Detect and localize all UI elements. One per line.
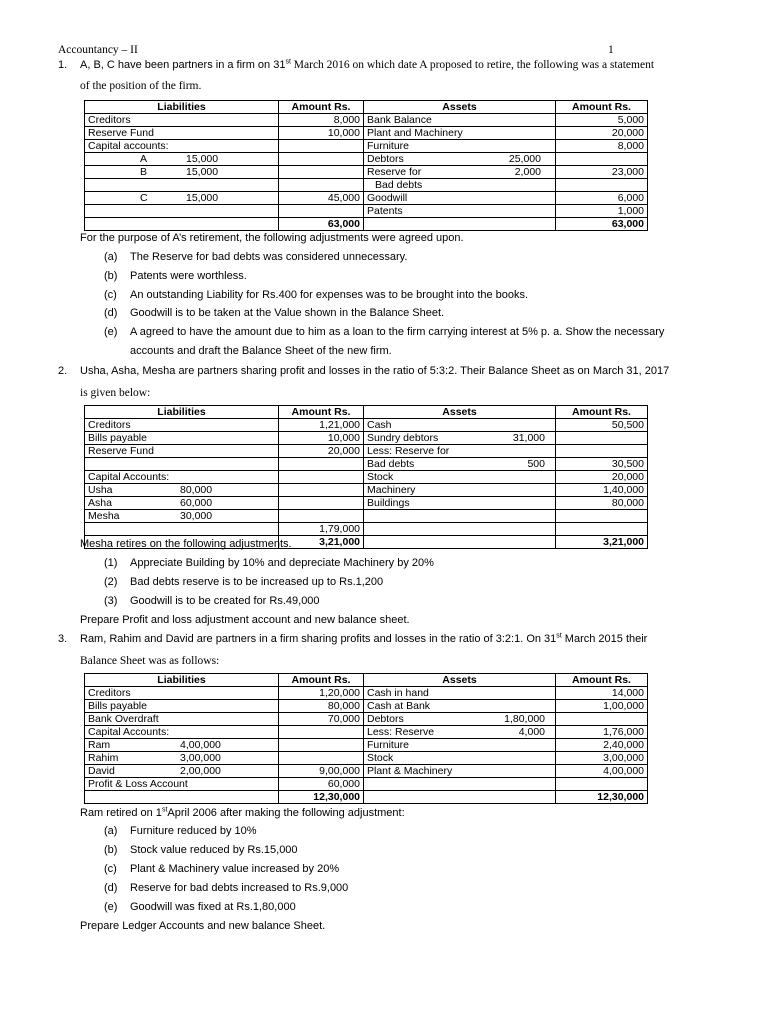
q3-adjustments-intro: Ram retired on 1stApril 2006 after making the following adjustment:	[80, 806, 405, 819]
table-row	[85, 713, 648, 726]
col-header-amount: Amount Rs.	[556, 406, 648, 419]
liability-name: David	[88, 765, 115, 777]
asset-cell	[364, 458, 556, 471]
asset-sub-amount: 2,000	[514, 166, 541, 178]
asset-amount: 1,00,000	[556, 700, 648, 713]
liability-amount	[279, 179, 364, 192]
q1-number: 1.	[58, 59, 68, 71]
liability-name: Reserve Fund	[88, 445, 154, 457]
asset-amount: 6,000	[556, 192, 648, 205]
table-row	[85, 192, 648, 205]
q1-adjustment-item: (e) A agreed to have the amount due to him as a loan to the firm carrying interest at 5% p. a. Show the necessary	[104, 326, 665, 338]
q2-adjustment-item: (1) Appreciate Building by 10% and depreciate Machinery by 20%	[104, 557, 434, 569]
asset-name: Less: Reserve for	[367, 445, 450, 457]
liability-cell	[85, 523, 279, 536]
liability-amount: 1,21,000	[279, 419, 364, 432]
liability-cell	[85, 432, 279, 445]
partner-capital-amount: 30,000	[180, 510, 213, 522]
asset-amount	[556, 523, 648, 536]
liability-name: Mesha	[88, 510, 120, 522]
asset-name: Patents	[367, 205, 403, 217]
liability-cell	[85, 127, 279, 140]
asset-name: Plant and Machinery	[367, 127, 463, 139]
asset-name: Cash in hand	[367, 687, 429, 699]
liability-cell	[85, 510, 279, 523]
liability-name: Rahim	[88, 752, 119, 764]
q1-adjustment-item: (a) The Reserve for bad debts was considered unnecessary.	[104, 251, 408, 263]
asset-sub-amount: 500	[527, 458, 545, 470]
q1-adjustment-item-cont: accounts and draft the Balance Sheet of the new firm.	[130, 345, 392, 357]
liability-amount	[279, 471, 364, 484]
asset-cell	[364, 166, 556, 179]
col-header-assets: Assets	[364, 406, 556, 419]
liability-name: Profit & Loss Account	[88, 778, 188, 790]
total-liabilities: 63,000	[279, 218, 364, 231]
table-row	[85, 752, 648, 765]
q2-intro-line-1: Usha, Asha, Mesha are partners sharing profit and losses in the ratio of 5:3:2. Their Balance Sheet as on March 31, 2017	[80, 365, 670, 377]
asset-name: Reserve for	[367, 166, 422, 178]
liability-cell	[85, 205, 279, 218]
asset-amount: 50,500	[556, 419, 648, 432]
q3-intro-line-2: Balance Sheet was as follows:	[80, 655, 220, 667]
liability-cell	[85, 739, 279, 752]
liability-amount: 1,79,000	[279, 523, 364, 536]
liability-name: Asha	[88, 497, 112, 509]
table-header-row	[85, 406, 648, 419]
asset-cell	[364, 179, 556, 192]
asset-name: Plant & Machinery	[367, 765, 453, 777]
table-row	[85, 739, 648, 752]
asset-amount: 23,000	[556, 166, 648, 179]
asset-cell	[364, 497, 556, 510]
q3-balance-sheet-table	[84, 673, 648, 804]
liability-cell	[85, 114, 279, 127]
q2-adjustment-item: (2) Bad debts reserve is to be increased up to Rs.1,200	[104, 576, 384, 588]
col-header-amount: Amount Rs.	[279, 406, 364, 419]
table-row	[85, 458, 648, 471]
liability-amount	[279, 140, 364, 153]
col-header-amount: Amount Rs.	[279, 101, 364, 114]
total-row-blank	[85, 218, 279, 231]
asset-name: Debtors	[367, 153, 404, 165]
liability-name: Capital Accounts:	[88, 471, 170, 483]
asset-name: Bank Balance	[367, 114, 432, 126]
liability-amount	[279, 726, 364, 739]
asset-cell	[364, 205, 556, 218]
table-row	[85, 497, 648, 510]
liability-amount: 1,20,000	[279, 687, 364, 700]
col-header-amount: Amount Rs.	[556, 101, 648, 114]
table-row	[85, 140, 648, 153]
liability-cell	[85, 458, 279, 471]
total-liabilities: 12,30,000	[279, 791, 364, 804]
asset-amount	[556, 445, 648, 458]
table-row	[85, 114, 648, 127]
asset-cell	[364, 739, 556, 752]
asset-amount: 14,000	[556, 687, 648, 700]
liability-cell	[85, 166, 279, 179]
liability-name: Bills payable	[88, 700, 147, 712]
asset-cell	[364, 713, 556, 726]
liability-name: Creditors	[88, 419, 131, 431]
asset-sub-amount: 31,000	[512, 432, 545, 444]
asset-amount	[556, 432, 648, 445]
asset-name: Stock	[367, 471, 394, 483]
asset-name: Furniture	[367, 739, 410, 751]
liability-cell	[85, 445, 279, 458]
liability-cell	[85, 419, 279, 432]
total-assets: 3,21,000	[556, 536, 648, 549]
q2-number: 2.	[58, 365, 68, 377]
liability-amount: 10,000	[279, 432, 364, 445]
asset-cell	[364, 752, 556, 765]
total-assets: 63,000	[556, 218, 648, 231]
q1-adjustment-item: (d) Goodwill is to be taken at the Value shown in the Balance Sheet.	[104, 307, 445, 319]
partner-capital-amount: 60,000	[180, 497, 213, 509]
asset-amount: 20,000	[556, 127, 648, 140]
page-number: 1	[608, 44, 614, 56]
total-row-blank	[364, 536, 556, 549]
table-row	[85, 687, 648, 700]
asset-cell	[364, 192, 556, 205]
liability-cell	[85, 179, 279, 192]
asset-cell	[364, 510, 556, 523]
total-row-blank	[85, 791, 279, 804]
q1-intro-line-1: A, B, C have been partners in a firm on 31st March 2016 on which date A proposed to retire, the following was a statement	[80, 58, 655, 71]
asset-cell	[364, 432, 556, 445]
liability-amount: 9,00,000	[279, 765, 364, 778]
asset-name: Cash at Bank	[367, 700, 431, 712]
asset-amount: 1,000	[556, 205, 648, 218]
col-header-liabilities: Liabilities	[85, 406, 279, 419]
liability-amount: 45,000	[279, 192, 364, 205]
asset-name: Machinery	[367, 484, 416, 496]
table-row	[85, 700, 648, 713]
liability-cell	[85, 140, 279, 153]
liability-amount	[279, 739, 364, 752]
page-header-subject: Accountancy – II	[58, 44, 138, 56]
asset-cell	[364, 153, 556, 166]
table-row	[85, 445, 648, 458]
partner-capital-amount: 4,00,000	[180, 739, 221, 751]
table-total-row	[85, 791, 648, 804]
liability-cell	[85, 778, 279, 791]
asset-cell	[364, 726, 556, 739]
liability-name: Bank Overdraft	[88, 713, 159, 725]
q1-intro-line-2: of the position of the firm.	[80, 80, 202, 92]
liability-cell	[85, 700, 279, 713]
q1-adjustment-item: (c) An outstanding Liability for Rs.400 for expenses was to be brought into the books.	[104, 289, 529, 301]
asset-cell	[364, 484, 556, 497]
liability-cell	[85, 765, 279, 778]
col-header-amount: Amount Rs.	[279, 674, 364, 687]
asset-amount: 2,40,000	[556, 739, 648, 752]
table-row	[85, 523, 648, 536]
q2-closing-instruction: Prepare Profit and loss adjustment account and new balance sheet.	[80, 614, 410, 626]
asset-amount	[556, 778, 648, 791]
asset-cell	[364, 114, 556, 127]
table-row	[85, 179, 648, 192]
col-header-assets: Assets	[364, 101, 556, 114]
liability-name: Capital accounts:	[88, 140, 169, 152]
liability-name: A	[140, 153, 148, 165]
asset-amount: 1,76,000	[556, 726, 648, 739]
asset-amount	[556, 179, 648, 192]
asset-amount: 30,500	[556, 458, 648, 471]
asset-cell	[364, 523, 556, 536]
asset-amount: 80,000	[556, 497, 648, 510]
asset-amount: 1,40,000	[556, 484, 648, 497]
q2-intro-line-2: is given below:	[80, 387, 151, 399]
asset-name: Sundry debtors	[367, 432, 439, 444]
liability-cell	[85, 726, 279, 739]
partner-capital-amount: 2,00,000	[180, 765, 221, 777]
partner-capital-amount: 15,000	[186, 166, 219, 178]
liability-amount: 20,000	[279, 445, 364, 458]
liability-cell	[85, 192, 279, 205]
table-row	[85, 484, 648, 497]
total-row-blank	[364, 791, 556, 804]
liability-amount	[279, 510, 364, 523]
liability-name: Creditors	[88, 687, 131, 699]
liability-name: Creditors	[88, 114, 131, 126]
table-row	[85, 166, 648, 179]
asset-cell	[364, 700, 556, 713]
liability-name: Reserve Fund	[88, 127, 154, 139]
col-header-assets: Assets	[364, 674, 556, 687]
liability-amount: 80,000	[279, 700, 364, 713]
asset-sub-amount: 25,000	[508, 153, 541, 165]
total-row-blank	[364, 218, 556, 231]
asset-cell	[364, 471, 556, 484]
table-row	[85, 153, 648, 166]
q1-adjustment-item: (b) Patents were worthless.	[104, 270, 247, 282]
liability-amount: 70,000	[279, 713, 364, 726]
table-row	[85, 726, 648, 739]
asset-amount: 8,000	[556, 140, 648, 153]
liability-amount	[279, 153, 364, 166]
liability-cell	[85, 687, 279, 700]
asset-cell	[364, 765, 556, 778]
q3-adjustment-item: (e) Goodwill was fixed at Rs.1,80,000	[104, 901, 296, 913]
asset-name: Buildings	[367, 497, 410, 509]
asset-name: Less: Reserve	[367, 726, 435, 738]
asset-amount	[556, 713, 648, 726]
partner-capital-amount: 15,000	[186, 153, 219, 165]
liability-cell	[85, 497, 279, 510]
total-assets: 12,30,000	[556, 791, 648, 804]
col-header-liabilities: Liabilities	[85, 101, 279, 114]
liability-amount: 60,000	[279, 778, 364, 791]
liability-amount	[279, 497, 364, 510]
q2-adjustment-item: (3) Goodwill is to be created for Rs.49,000	[104, 595, 320, 607]
asset-sub-amount: 1,80,000	[504, 713, 545, 725]
q1-balance-sheet-table	[84, 100, 648, 231]
table-row	[85, 778, 648, 791]
q3-number: 3.	[58, 633, 68, 645]
liability-name: Capital Accounts:	[88, 726, 170, 738]
asset-cell	[364, 127, 556, 140]
liability-amount	[279, 205, 364, 218]
asset-name: Cash	[367, 419, 392, 431]
liability-amount: 8,000	[279, 114, 364, 127]
table-row	[85, 205, 648, 218]
asset-name: Debtors	[367, 713, 404, 725]
asset-name: Furniture	[367, 140, 410, 152]
table-header-row	[85, 101, 648, 114]
asset-amount	[556, 153, 648, 166]
asset-amount: 5,000	[556, 114, 648, 127]
liability-amount	[279, 484, 364, 497]
asset-name: Goodwill	[367, 192, 408, 204]
liability-name: Ram	[88, 739, 111, 751]
table-row	[85, 432, 648, 445]
q3-intro-line-1: Ram, Rahim and David are partners in a firm sharing profits and losses in the ratio of 3:2:1. On 31st March 2015 their	[80, 632, 648, 645]
q3-closing-instruction: Prepare Ledger Accounts and new balance Sheet.	[80, 920, 326, 932]
total-liabilities: 3,21,000	[279, 536, 364, 549]
partner-capital-amount: 15,000	[186, 192, 219, 204]
asset-name: Stock	[367, 752, 394, 764]
asset-amount: 4,00,000	[556, 765, 648, 778]
q3-adjustment-item: (d) Reserve for bad debts increased to Rs.9,000	[104, 882, 349, 894]
q3-adjustment-item: (a) Furniture reduced by 10%	[104, 825, 257, 837]
table-row	[85, 471, 648, 484]
liability-name: Usha	[88, 484, 113, 496]
liability-amount: 10,000	[279, 127, 364, 140]
q2-balance-sheet-table	[84, 405, 648, 549]
asset-cell	[364, 445, 556, 458]
liability-name: Bills payable	[88, 432, 147, 444]
liability-cell	[85, 153, 279, 166]
asset-cell	[364, 778, 556, 791]
asset-cell	[364, 140, 556, 153]
table-total-row	[85, 218, 648, 231]
asset-name: Bad debts	[375, 179, 423, 191]
asset-amount	[556, 510, 648, 523]
col-header-liabilities: Liabilities	[85, 674, 279, 687]
q2-adjustments-intro: Mesha retires on the following adjustments.	[80, 538, 292, 550]
liability-cell	[85, 713, 279, 726]
asset-amount: 3,00,000	[556, 752, 648, 765]
asset-sub-amount: 4,000	[518, 726, 545, 738]
liability-cell	[85, 471, 279, 484]
q3-adjustment-item: (c) Plant & Machinery value increased by 20%	[104, 863, 340, 875]
liability-name: C	[140, 192, 148, 204]
table-row	[85, 419, 648, 432]
col-header-amount: Amount Rs.	[556, 674, 648, 687]
liability-cell	[85, 752, 279, 765]
table-header-row	[85, 674, 648, 687]
liability-amount	[279, 166, 364, 179]
partner-capital-amount: 3,00,000	[180, 752, 221, 764]
q1-adjustments-intro: For the purpose of A’s retirement, the following adjustments were agreed upon.	[80, 232, 464, 244]
liability-name: B	[140, 166, 148, 178]
partner-capital-amount: 80,000	[180, 484, 213, 496]
table-row	[85, 510, 648, 523]
asset-cell	[364, 419, 556, 432]
asset-name: Bad debts	[367, 458, 415, 470]
liability-cell	[85, 484, 279, 497]
q3-adjustment-item: (b) Stock value reduced by Rs.15,000	[104, 844, 298, 856]
liability-amount	[279, 752, 364, 765]
liability-amount	[279, 458, 364, 471]
asset-cell	[364, 687, 556, 700]
table-row	[85, 765, 648, 778]
table-row	[85, 127, 648, 140]
asset-amount: 20,000	[556, 471, 648, 484]
